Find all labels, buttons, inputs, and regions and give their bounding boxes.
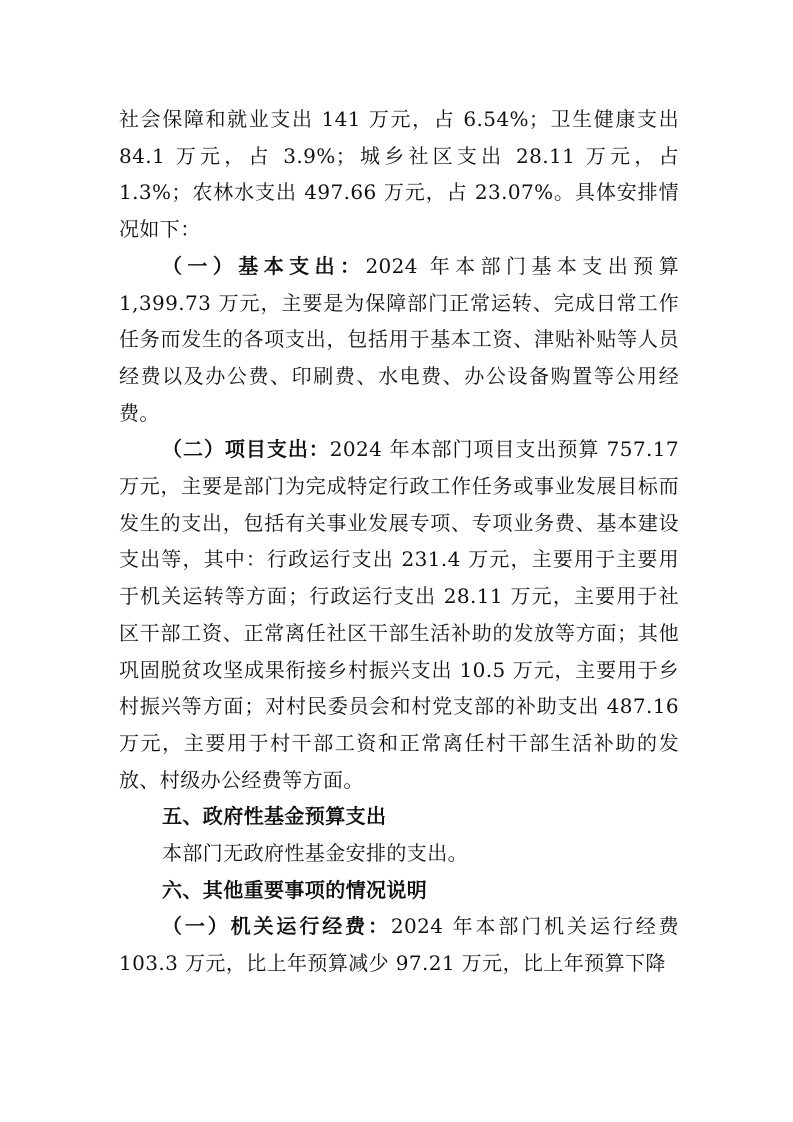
paragraph-government-fund xyxy=(119,835,679,872)
paragraph-project-expenditure xyxy=(119,431,679,798)
paragraph-operating-expenses xyxy=(119,908,679,981)
paragraph-text: 社会保障和就业支出 141 万元，占 6.54%；卫生健康支出 84.1 万元，占 3.9%；城乡社区支出 28.11 万元，占 1.3%；农林水支出 497.66 万元，占 23.07%。具体安排情况如下： xyxy=(119,107,679,242)
paragraph-text: 2024 年本部门基本支出预算 1,399.73 万元，主要是为保障部门正常运转、完成日常工作任务而发生的各项支出，包括用于基本工资、津贴补贴等人员经费以及办公费、印刷费、水电费、办公设备购置等公用经费。 xyxy=(119,253,679,425)
paragraph-text: 2024 年本部门机关运行经费 103.3 万元，比上年预算减少 97.21 万元，比上年预算下降 xyxy=(119,914,679,976)
document-body xyxy=(119,101,679,982)
paragraph-text: 2024 年本部门项目支出预算 757.17 万元，主要是部门为完成特定行政工作任务或事业发展目标而发生的支出，包括有关事业发展专项、专项业务费、基本建设支出等，其中：行政运行支出 231.4 万元，主要用于主要用于机关运转等方面；行政运行支出 28.11 万元，主要用于社区干部工资、正常离任社区干部生活补助的发放等方面；其他巩固脱贫攻坚成果衔接乡村振兴支出 10.5 万元，主要用于乡村振兴等方面；对村民委员会和村党支部的补助支出 487.16 万元，主要用于村干部工资和正常离任村干部生活补助的发放、村级办公经费等方面。 xyxy=(119,437,679,792)
paragraph-label: （一）机关运行经费： xyxy=(162,914,391,939)
paragraph-basic-expenditure xyxy=(119,248,679,432)
section-heading-government-fund: 五、政府性基金预算支出 xyxy=(162,804,387,829)
paragraph-expenditure-breakdown xyxy=(119,101,679,248)
paragraph-text: 本部门无政府性基金安排的支出。 xyxy=(162,841,468,866)
section-heading-other-matters: 六、其他重要事项的情况说明 xyxy=(162,877,428,902)
paragraph-label: （二）项目支出： xyxy=(162,437,330,462)
paragraph-label: （一）基本支出： xyxy=(162,253,366,278)
